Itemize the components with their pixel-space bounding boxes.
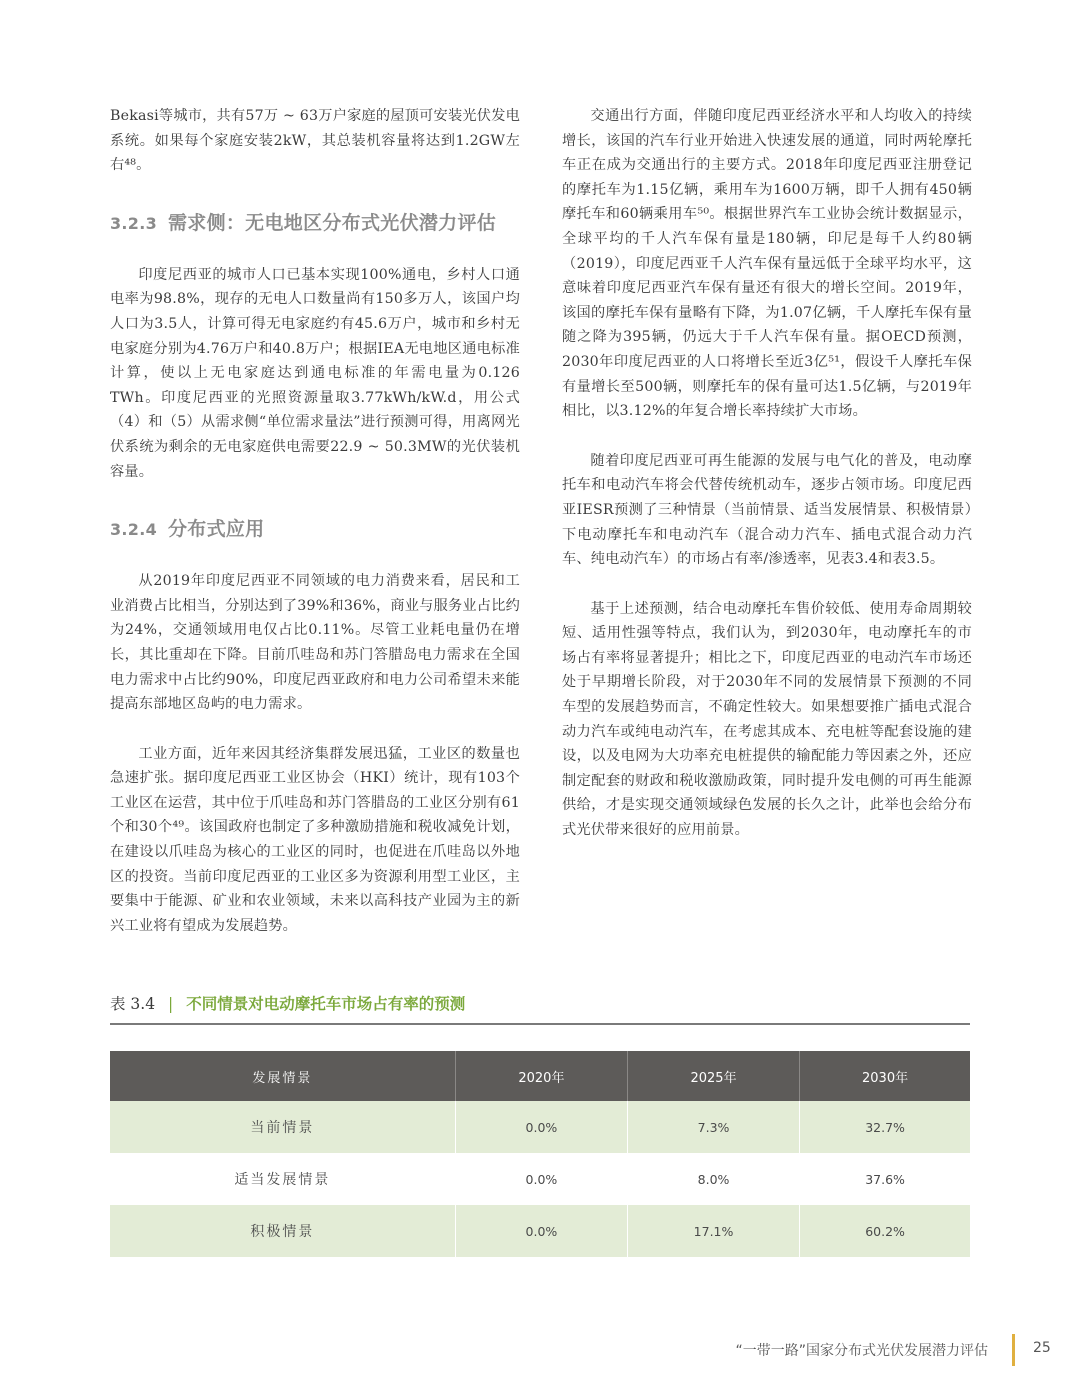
table-cell: 60.2% xyxy=(800,1205,970,1257)
section-heading xyxy=(110,514,520,541)
paragraph: 印度尼西亚的城市人口已基本实现100%通电，乡村人口通电率为98.8%，现存的无电人口数量尚有150多万人，该国户均人口为3.5人，计算可得无电家庭约有45.6万户，城市和乡村无电家庭分别为4.76万户和40.8万户；根据IEA无电地区通电标准计算，使以上无电家庭达到通电标准的年需电量为0.126 TWh。印度尼西亚的光照资源量取3.77kWh/kW.d，用公式（4）和（5）从需求侧“单位需求量法”进行预测可得，用离网光伏系统为剩余的无电家庭供电需要22.9 ~ 50.3MW的光伏装机容量。 xyxy=(110,266,520,480)
footer-title: “一带一路”国家分布式光伏发展潜力评估 xyxy=(735,1343,988,1359)
table-cell: 8.0% xyxy=(627,1153,799,1205)
table-cell: 0.0% xyxy=(455,1205,627,1257)
table-cell: 7.3% xyxy=(627,1101,799,1153)
column-header: 2025年 xyxy=(627,1051,799,1101)
table-cell: 37.6% xyxy=(800,1153,970,1205)
section-title: 需求侧：无电地区分布式光伏潜力评估 xyxy=(167,211,497,234)
page-number: 25 xyxy=(1033,1340,1051,1356)
paragraph: 随着印度尼西亚可再生能源的发展与电气化的普及，电动摩托车和电动汽车将会代替传统机动车，逐步占领市场。印度尼西亚IESR预测了三种情景（当前情景、适当发展情景、积极情景）下电动摩托车和电动汽车（混合动力汽车、插电式混合动力汽车、纯电动汽车）的市场占有率/渗透率，见表3.4和表3.5。 xyxy=(562,452,972,568)
forecast-table xyxy=(110,1051,970,1257)
footer-divider xyxy=(1012,1334,1015,1366)
table-caption xyxy=(110,992,970,1014)
caption-divider xyxy=(110,1023,970,1025)
table-cell: 适当发展情景 xyxy=(110,1153,455,1205)
right-column xyxy=(562,104,972,843)
table-cell: 积极情景 xyxy=(110,1205,455,1257)
column-header: 2020年 xyxy=(455,1051,627,1101)
section-heading xyxy=(110,208,520,235)
caption-separator: | xyxy=(168,995,174,1013)
section-number: 3.2.3 xyxy=(110,213,158,233)
table-row xyxy=(110,1101,970,1153)
paragraph: 交通出行方面，伴随印度尼西亚经济水平和人均收入的持续增长，该国的汽车行业开始进入快速发展的通道，同时两轮摩托车正在成为交通出行的主要方式。2018年印度尼西亚注册登记的摩托车为1.15亿辆，乘用车为1600万辆，即千人拥有450辆摩托车和60辆乘用车⁵⁰。根据世界汽车工业协会统计数据显示，全球平均的千人汽车保有量是180辆，印尼是每千人约80辆（2019），印度尼西亚千人汽车保有量远低于全球平均水平，这意味着印度尼西亚汽车保有量还有很大的增长空间。2019年，该国的摩托车保有量略有下降，为1.07亿辆，千人摩托车保有量随之降为395辆，仍远大于千人汽车保有量。据OECD预测，2030年印度尼西亚的人口将增长至近3亿⁵¹，假设千人摩托车保有量增长至500辆，则摩托车的保有量可达1.5亿辆，与2019年相比，以3.12%的年复合增长率持续扩大市场。 xyxy=(562,108,972,420)
table-cell: 17.1% xyxy=(627,1205,799,1257)
left-column xyxy=(110,104,520,938)
section-number: 3.2.4 xyxy=(110,520,158,540)
table-cell: 32.7% xyxy=(800,1101,970,1153)
table-row xyxy=(110,1205,970,1257)
column-header: 2030年 xyxy=(800,1051,970,1101)
paragraph: 从2019年印度尼西亚不同领域的电力消费来看，居民和工业消费占比相当，分别达到了39%和36%，商业与服务业占比约为24%，交通领域用电仅占比0.11%。尽管工业耗电量仍在增长，其比重却在下降。目前爪哇岛和苏门答腊岛电力需求在全国电力需求中占比约90%，印度尼西亚政府和电力公司希望未来能提高东部地区岛屿的电力需求。 xyxy=(110,573,520,713)
paragraph: 工业方面，近年来因其经济集群发展迅猛，工业区的数量也急速扩张。据印度尼西亚工业区协会（HKI）统计，现有103个工业区在运营，其中位于爪哇岛和苏门答腊岛的工业区分别有61个和30个⁴⁹。该国政府也制定了多种激励措施和税收减免计划，在建设以爪哇岛为核心的工业区的同时，也促进在爪哇岛以外地区的投资。当前印度尼西亚的工业区多为资源利用型工业区，主要集中于能源、矿业和农业领域，未来以高科技产业园为主的新兴工业将有望成为发展趋势。 xyxy=(110,745,520,934)
table-title: 不同情景对电动摩托车市场占有率的预测 xyxy=(186,995,466,1013)
section-title: 分布式应用 xyxy=(167,518,265,541)
table-label: 表 3.4 xyxy=(110,995,156,1013)
table-cell: 当前情景 xyxy=(110,1101,455,1153)
table-row xyxy=(110,1153,970,1205)
paragraph: Bekasi等城市，共有57万 ~ 63万户家庭的屋顶可安装光伏发电系统。如果每个家庭安装2kW，其总装机容量将达到1.2GW左右⁴⁸。 xyxy=(110,108,520,174)
column-header: 发展情景 xyxy=(110,1051,455,1101)
table-header-row xyxy=(110,1051,970,1101)
table-cell: 0.0% xyxy=(455,1101,627,1153)
table-cell: 0.0% xyxy=(455,1153,627,1205)
paragraph: 基于上述预测，结合电动摩托车售价较低、使用寿命周期较短、适用性强等特点，我们认为，到2030年，电动摩托车的市场占有率将显著提升；相比之下，印度尼西亚的电动汽车市场还处于早期增长阶段，对于2030年不同的发展情景下预测的不同车型的发展趋势而言，不确定性较大。如果想要推广插电式混合动力汽车或纯电动汽车，在考虑其成本、充电桩等配套设施的建设，以及电网为大功率充电桩提供的输配能力等因素之外，还应制定配套的财政和税收激励政策，同时提升发电侧的可再生能源供给，才是实现交通领域绿色发展的长久之计，此举也会给分布式光伏带来很好的应用前景。 xyxy=(562,600,972,839)
